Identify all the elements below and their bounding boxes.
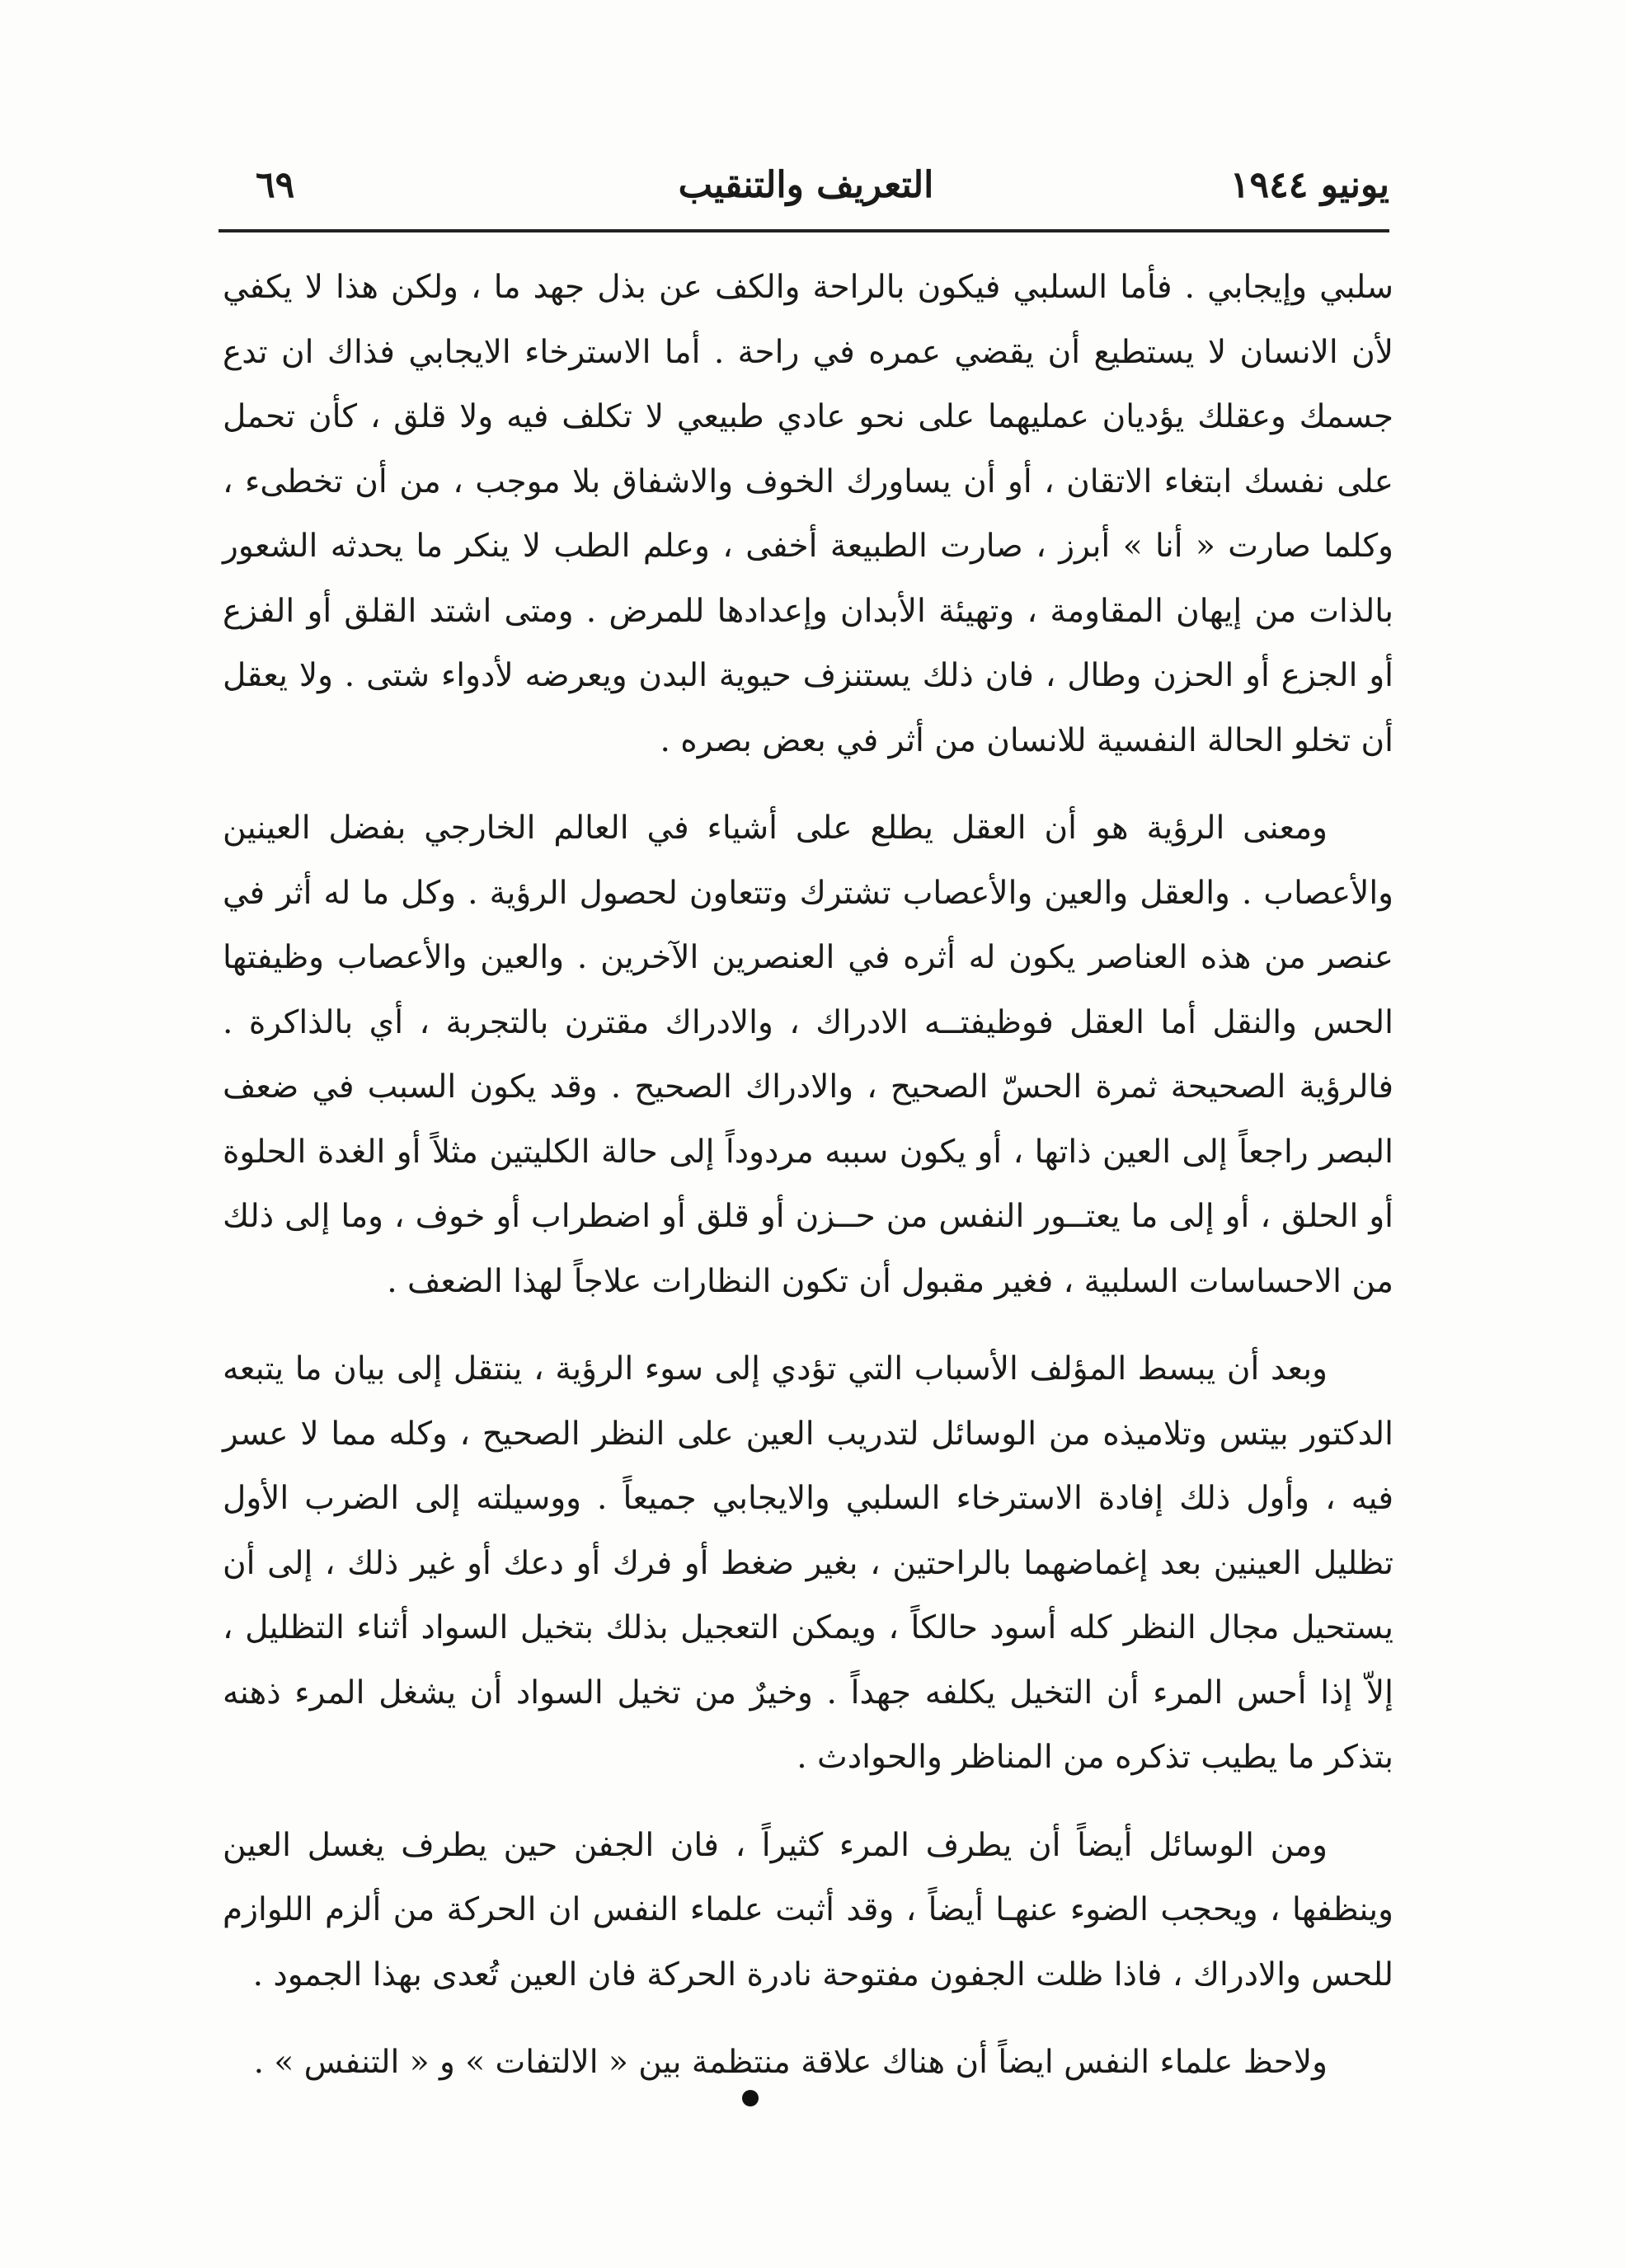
issue-date: يونيو ١٩٤٤ <box>1229 164 1389 206</box>
paragraph: وبعد أن يبسط المؤلف الأسباب التي تؤدي إلى سوء الرؤية ، ينتقل إلى بيان ما يتبعه الدكتور بيتس وتلاميذه من الوسائل لتدريب العين على النظر الصحيح ، وكله مما لا عسر فيه ، وأول ذلك إفادة الاسترخاء السلبي والايجابي جميعاً . ووسيلته إلى الضرب الأول تظليل العينين بعد إغماضهما بالراحتين ، بغير ضغط أو فرك أو دعك أو غير ذلك ، إلى أن يستحيل مجال النظر كله أسود حالكاً ، ويمكن التعجيل بذلك بتخيل السواد أثناء التظليل ، إلاّ إذا أحس المرء أن التخيل يكلفه جهداً . وخيرٌ من تخيل السواد أن يشغل المرء ذهنه بتذكر ما يطيب تذكره من المناظر والحوادث . <box>223 1350 1393 1776</box>
paragraph: ولاحظ علماء النفس ايضاً أن هناك علاقة منتظمة بين « الالتفات » و « التنفس » . <box>253 2044 1328 2081</box>
header-rule <box>219 229 1389 232</box>
paragraph: ومعنى الرؤية هو أن العقل يطلع على أشياء في العالم الخارجي بفضل العينين والأعصاب . والعقل والعين والأعصاب تشترك وتتعاون لحصول الرؤية . وكل ما له أثر في عنصر من هذه العناصر يكون له أثره في العنصرين الآخرين . والعين والأعصاب وظيفتها الحس والنقل أما العقل فوظيفتــه الادراك ، والادراك مقترن بالتجربة ، أي بالذاكرة . فالرؤية الصحيحة ثمرة الحسّ الصحيح ، والادراك الصحيح . وقد يكون السبب في ضعف البصر راجعاً إلى العين ذاتها ، أو يكون سببه مردوداً إلى حالة الكليتين مثلاً أو الغدة الحلوة أو الحلق ، أو إلى ما يعتــور النفس من حــزن أو قلق أو اضطراب أو خوف ، وما إلى ذلك من الاحساسات السلبية ، فغير مقبول أن تكون النظارات علاجاً لهذا الضعف . <box>223 810 1393 1300</box>
page-header <box>223 161 1389 227</box>
paragraph: ومن الوسائل أيضاً أن يطرف المرء كثيراً ، فان الجفن حين يطرف يغسل العين وينظفها ، ويحجب الضوء عنهـا أيضاً ، وقد أثبت علماء النفس ان الحركة من ألزم اللوازم للحس والادراك ، فاذا ظلت الجفون مفتوحة نادرة الحركة فان العين تُعدى بهذا الجمود . <box>223 1826 1393 1993</box>
article-body <box>223 256 1393 2096</box>
running-title: التعريف والتنقيب <box>678 164 934 206</box>
ink-blot <box>742 2090 759 2106</box>
page-number: ٦٩ <box>256 164 295 206</box>
paragraph: سلبي وإيجابي . فأما السلبي فيكون بالراحة والكف عن بذل جهد ما ، ولكن هذا لا يكفي لأن الانسان لا يستطيع أن يقضي عمره في راحة . أما الاسترخاء الايجابي فذاك ان تدع جسمك وعقلك يؤديان عمليهما على نحو عادي طبيعي لا تكلف فيه ولا قلق ، كأن تحمل على نفسك ابتغاء الاتقان ، أو أن يساورك الخوف والاشفاق بلا موجب ، من أن تخطىء ، وكلما صارت « أنا » أبرز ، صارت الطبيعة أخفى ، وعلم الطب لا ينكر ما يحدثه الشعور بالذات من إيهان المقاومة ، وتهيئة الأبدان وإعدادها للمرض . ومتى اشتد القلق أو الفزع أو الجزع أو الحزن وطال ، فان ذلك يستنزف حيوية البدن ويعرضه لأدواء شتى . ولا يعقل أن تخلو الحالة النفسية للانسان من أثر في بعض بصره . <box>223 269 1393 759</box>
